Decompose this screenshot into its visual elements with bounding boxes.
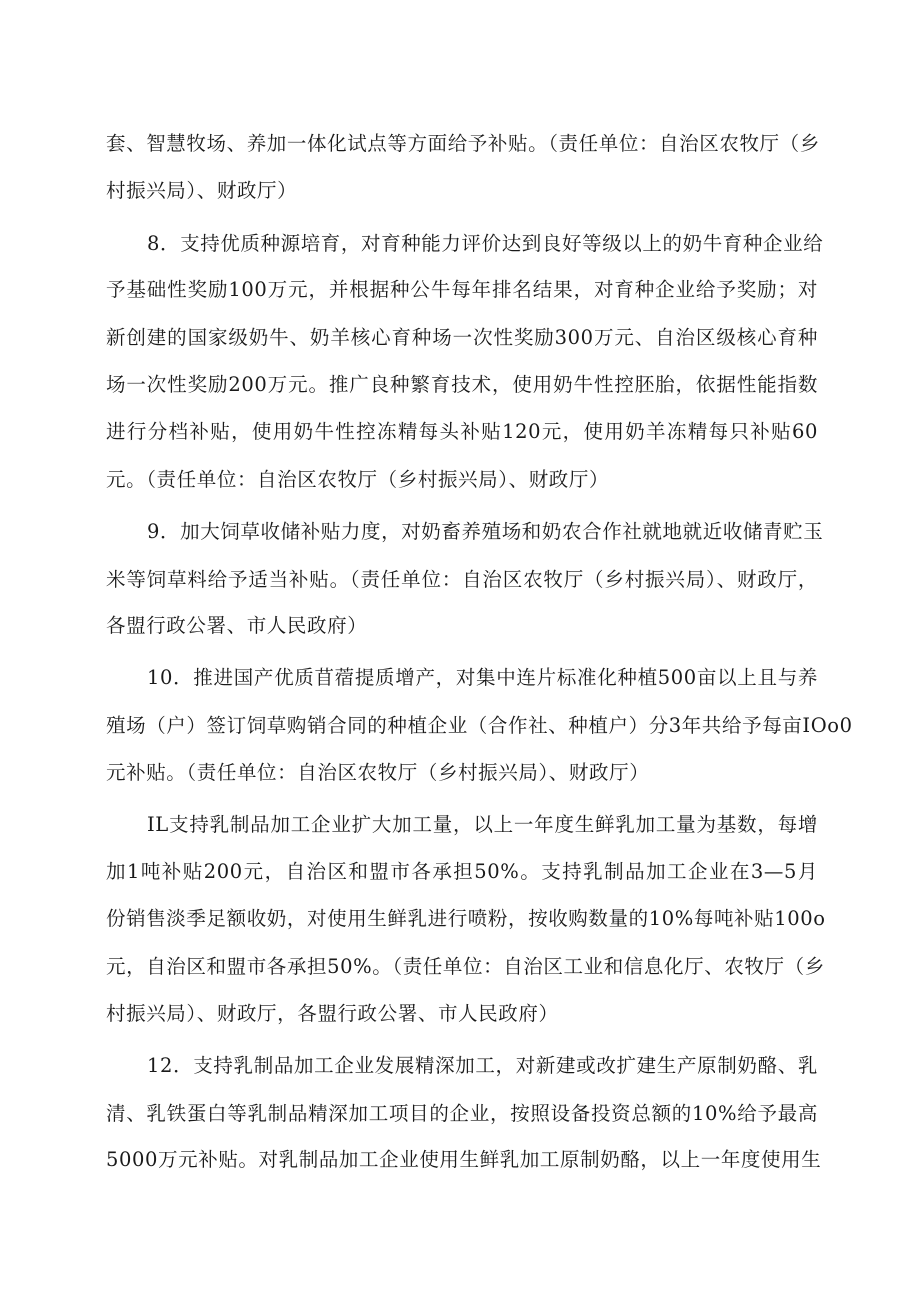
text-line: 村振兴局）、财政厅，各盟行政公署、市人民政府） <box>106 1002 559 1025</box>
text-line: 进行分档补贴，使用奶牛性控冻精每头补贴120元，使用奶羊冻精每只补贴60 <box>106 420 818 443</box>
text-line: 元，自治区和盟市各承担50%。（责任单位：自治区工业和信息化厅、农牧厅（乡 <box>106 955 825 978</box>
text-line: 予基础性奖励100万元，并根据种公牛每年排名结果，对育种企业给予奖励；对 <box>106 278 818 301</box>
paragraph-item-12: 12．支持乳制品加工企业发展精深加工，对新建或改扩建生产原制奶酪、乳 <box>147 1054 818 1077</box>
text-line: 场一次性奖励200万元。推广良种繁育技术，使用奶牛性控胚胎，依据性能指数 <box>106 373 818 396</box>
text-line: 元。（责任单位：自治区农牧厅（乡村振兴局）、财政厅） <box>106 468 610 491</box>
text-line: 各盟行政公署、市人民政府） <box>106 614 368 637</box>
paragraph-item-10: 10．推进国产优质苜蓿提质增产，对集中连片标准化种植500亩以上且与养 <box>147 666 818 689</box>
text-line: 殖场（户）签订饲草购销合同的种植企业（合作社、种植户）分3年共给予每亩IOo0 <box>106 714 853 737</box>
text-line: 村振兴局）、财政厅） <box>106 179 298 202</box>
paragraph-item-8: 8．支持优质种源培育，对育种能力评价达到良好等级以上的奶牛育种企业给 <box>147 232 824 255</box>
text-line: 5000万元补贴。对乳制品加工企业使用生鲜乳加工原制奶酪，以上一年度使用生 <box>106 1148 822 1171</box>
text-line: 新创建的国家级奶牛、奶羊核心育种场一次性奖励300万元、自治区级核心育种 <box>106 326 818 349</box>
text-line: 元补贴。（责任单位：自治区农牧厅（乡村振兴局）、财政厅） <box>106 761 650 784</box>
paragraph-item-9: 9．加大饲草收储补贴力度，对奶畜养殖场和奶农合作社就地就近收储青贮玉 <box>147 520 824 543</box>
text-line: 米等饲草料给予适当补贴。（责任单位：自治区农牧厅（乡村振兴局）、财政厅， <box>106 568 818 591</box>
text-line: 加1吨补贴200元，自治区和盟市各承担50%。支持乳制品加工企业在3—5月 <box>106 860 818 883</box>
text-line: 份销售淡季足额收奶，对使用生鲜乳进行喷粉，按收购数量的10%每吨补贴100o <box>106 907 826 930</box>
paragraph-item-11: IL支持乳制品加工企业扩大加工量，以上一年度生鲜乳加工量为基数，每增 <box>147 813 818 836</box>
text-line: 套、智慧牧场、养加一体化试点等方面给予补贴。（责任单位：自治区农牧厅（乡 <box>106 132 820 155</box>
text-line: 清、乳铁蛋白等乳制品精深加工项目的企业，按照设备投资总额的10%给予最高 <box>106 1102 818 1125</box>
